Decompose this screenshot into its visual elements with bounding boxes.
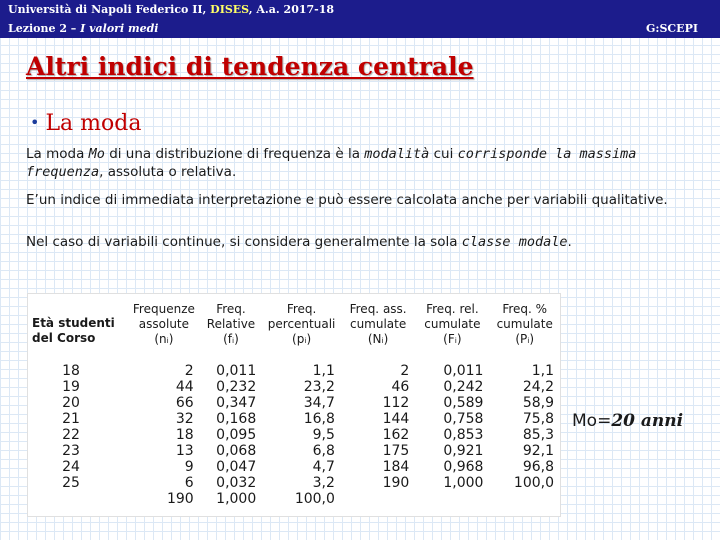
table-total-cell: 1,000 [216,491,257,507]
bullet-la-moda: • La moda [30,111,142,136]
table-cell: 85,3 [522,427,554,443]
table-cell: 58,9 [522,395,554,411]
table-cell: 34,7 [303,395,335,411]
header-university: Università di Napoli Federico II, DISES, A.a. 2017-18 [8,3,335,16]
table-cell: 184 [382,459,410,475]
table-cell: 18 [175,427,194,443]
header-freq-percentuali: Freq. percentuali (pᵢ) [267,302,336,346]
header-freq-relative: Freq. Relative (fᵢ) [206,302,256,346]
table-cell: 9,5 [312,427,335,443]
header-freq-ass-cumulate: Freq. ass. cumulate (Nᵢ) [349,302,407,346]
header-freq-assolute: Frequenze assolute (nᵢ) [132,302,195,346]
table-cell: 4,7 [312,459,335,475]
table-cell: 92,1 [522,443,554,459]
table-cell: 0,242 [443,379,484,395]
paragraph-definition: La moda Mo di una distribuzione di frequenza è la modalità cui corrisponde la massima frequenza, assoluta o relativa. [26,146,637,180]
table-cell: 96,8 [522,459,554,475]
table-cell: 0,068 [216,443,257,459]
table-cell: 66 [175,395,194,411]
table-cell: 0,758 [443,411,484,427]
header-group: G:SCEPI [646,22,698,35]
table-cell: 190 [382,475,410,491]
mode-result: Mo=20 anni [572,411,684,431]
table-header-row [28,302,560,353]
table-row [28,475,560,491]
table-cell: 0,589 [443,395,484,411]
slide-header [0,0,720,38]
table-cell: 46 [391,379,410,395]
table-cell: 0,047 [216,459,257,475]
table-cell: 0,011 [216,363,257,379]
table-totals-row [28,491,560,507]
table-cell: 1,1 [312,363,335,379]
table-cell: 1,000 [443,475,484,491]
table-cell: 44 [175,379,194,395]
table-cell: 0,168 [216,411,257,427]
table-cell: 112 [382,395,410,411]
header-dises: DISES [210,3,249,16]
table-cell: 0,968 [443,459,484,475]
paragraph-continuous: Nel caso di variabili continue, si considera generalmente la sola classe modale. [26,234,572,250]
table-row [28,427,560,443]
table-cell: 3,2 [312,475,335,491]
table-cell: 0,232 [216,379,257,395]
header-lesson: Lezione 2 – I valori medi [8,22,159,35]
table-cell: 1,1 [531,363,554,379]
header-eta: Età studenti del Corso [32,316,115,345]
table-cell: 0,011 [443,363,484,379]
paragraph-interpretation: E’un indice di immediata interpretazione e può essere calcolata anche per variabili qualitative. [26,192,668,208]
table-cell: 0,921 [443,443,484,459]
table-cell: 2 [400,363,410,379]
table-total-cell: 190 [166,491,194,507]
table-cell: 21 [62,411,80,427]
table-cell: 19 [62,379,80,395]
slide-title: Altri indici di tendenza centrale [26,52,474,81]
table-cell: 6 [184,475,194,491]
table-total-cell [415,491,489,507]
table-cell: 2 [184,363,194,379]
table-cell: 100,0 [513,475,554,491]
header-freq-rel-cumulate: Freq. rel. cumulate (Fᵢ) [424,302,481,346]
table-total-cell [489,491,560,507]
table-total-cell: 100,0 [294,491,335,507]
table-cell: 0,032 [216,475,257,491]
table-cell: 0,853 [443,427,484,443]
table-total-cell [341,491,415,507]
table-cell: 24,2 [522,379,554,395]
table-cell: 16,8 [303,411,335,427]
table-cell: 32 [175,411,194,427]
table-cell: 175 [382,443,410,459]
table-row [28,379,560,395]
table-row [28,459,560,475]
frequency-table-panel [27,293,561,517]
table-row [28,395,560,411]
table-cell: 144 [382,411,410,427]
table-cell: 18 [62,363,80,379]
frequency-table [28,302,560,507]
table-row [28,353,560,379]
table-total-cell [28,491,128,507]
header-freq-pct-cumulate: Freq. % cumulate (Pᵢ) [496,302,553,346]
table-cell: 0,347 [216,395,257,411]
table-cell: 162 [382,427,410,443]
table-cell: 23 [62,443,80,459]
table-row [28,411,560,427]
table-cell: 20 [62,395,80,411]
table-cell: 25 [62,475,80,491]
table-cell: 6,8 [312,443,335,459]
table-cell: 13 [175,443,194,459]
table-cell: 0,095 [216,427,257,443]
table-cell: 24 [62,459,80,475]
table-cell: 9 [184,459,194,475]
bullet-dot-icon: • [30,113,40,132]
table-cell: 75,8 [522,411,554,427]
table-cell: 23,2 [303,379,335,395]
table-cell: 22 [62,427,80,443]
table-row [28,443,560,459]
